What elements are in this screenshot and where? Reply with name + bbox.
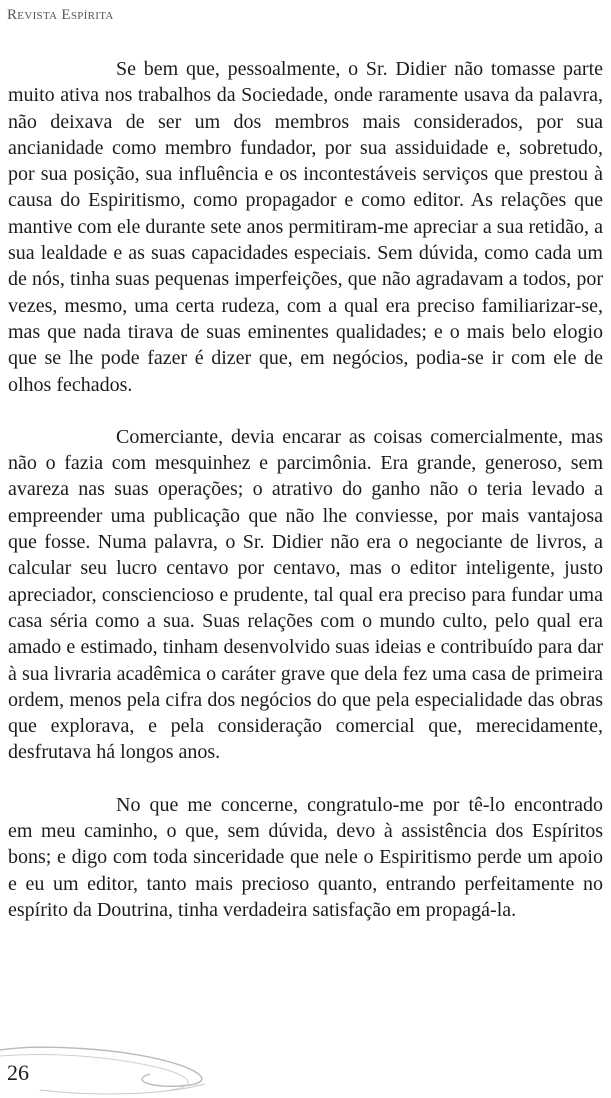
paragraph-1: Se bem que, pessoalmente, o Sr. Didier não tomasse parte muito ativa nos trabalhos da Sociedade, onde raramente usava da palavra, não deixava de ser um dos membros mais considerados, por sua ancianidade como membro fundador, por sua assiduidade e, sobretudo, por sua posição, sua influência e os incontestáveis serviços que prestou à causa do Espiritismo, como propagador e como editor. As relações que mantive com ele durante sete anos permitiram-me apreciar a sua retidão, a sua lealdade e as suas capacidades especiais. Sem dúvida, como cada um de nós, tinha suas pequenas imperfeições, que não agradavam a todos, por vezes, mesmo, uma certa rudeza, com a qual era preciso familiarizar-se, mas que nada tirava de suas eminentes qualidades; e o mais belo elogio que se lhe pode fazer é dizer que, em negócios, podia-se ir com ele de olhos fechados. xyxy=(8,58,603,396)
page-footer xyxy=(0,1040,611,1098)
page-number: 26 xyxy=(7,1060,29,1085)
paragraph-3: No que me concerne, congratulo-me por tê-lo encontrado em meu caminho, o que, sem dúvida, devo à assistência dos Espíritos bons; e digo com toda sinceridade que nele o Espiritismo perde um apoio e eu um editor, tanto mais precioso quanto, entrando perfeitamente no espírito da Doutrina, tinha verdadeira satisfação em propagá-la. xyxy=(8,793,603,921)
swirl-ornament-icon xyxy=(0,1040,230,1098)
body-text xyxy=(8,56,603,923)
running-header: Revista Espírita xyxy=(7,7,114,23)
paragraph-2: Comerciante, devia encarar as coisas comercialmente, mas não o fazia com mesquinhez e parcimônia. Era grande, generoso, sem avareza nas suas operações; o atrativo do ganho não o teria levado a empreender uma publicação que não lhe conviesse, por mais vantajosa que fosse. Numa palavra, o Sr. Didier não era o negociante de livros, a calcular seu lucro centavo por centavo, mas o editor inteligente, justo apreciador, consciencioso e prudente, tal qual era preciso para fundar uma casa séria como a sua. Suas relações com o mundo culto, pelo qual era amado e estimado, tinham desenvolvido suas ideias e contribuído para dar à sua livraria acadêmica o caráter grave que dela fez uma casa de primeira ordem, menos pela cifra dos negócios do que pela especialidade das obras que explorava, e pela consideração comercial que, merecidamente, desfrutava há longos anos. xyxy=(8,425,603,764)
